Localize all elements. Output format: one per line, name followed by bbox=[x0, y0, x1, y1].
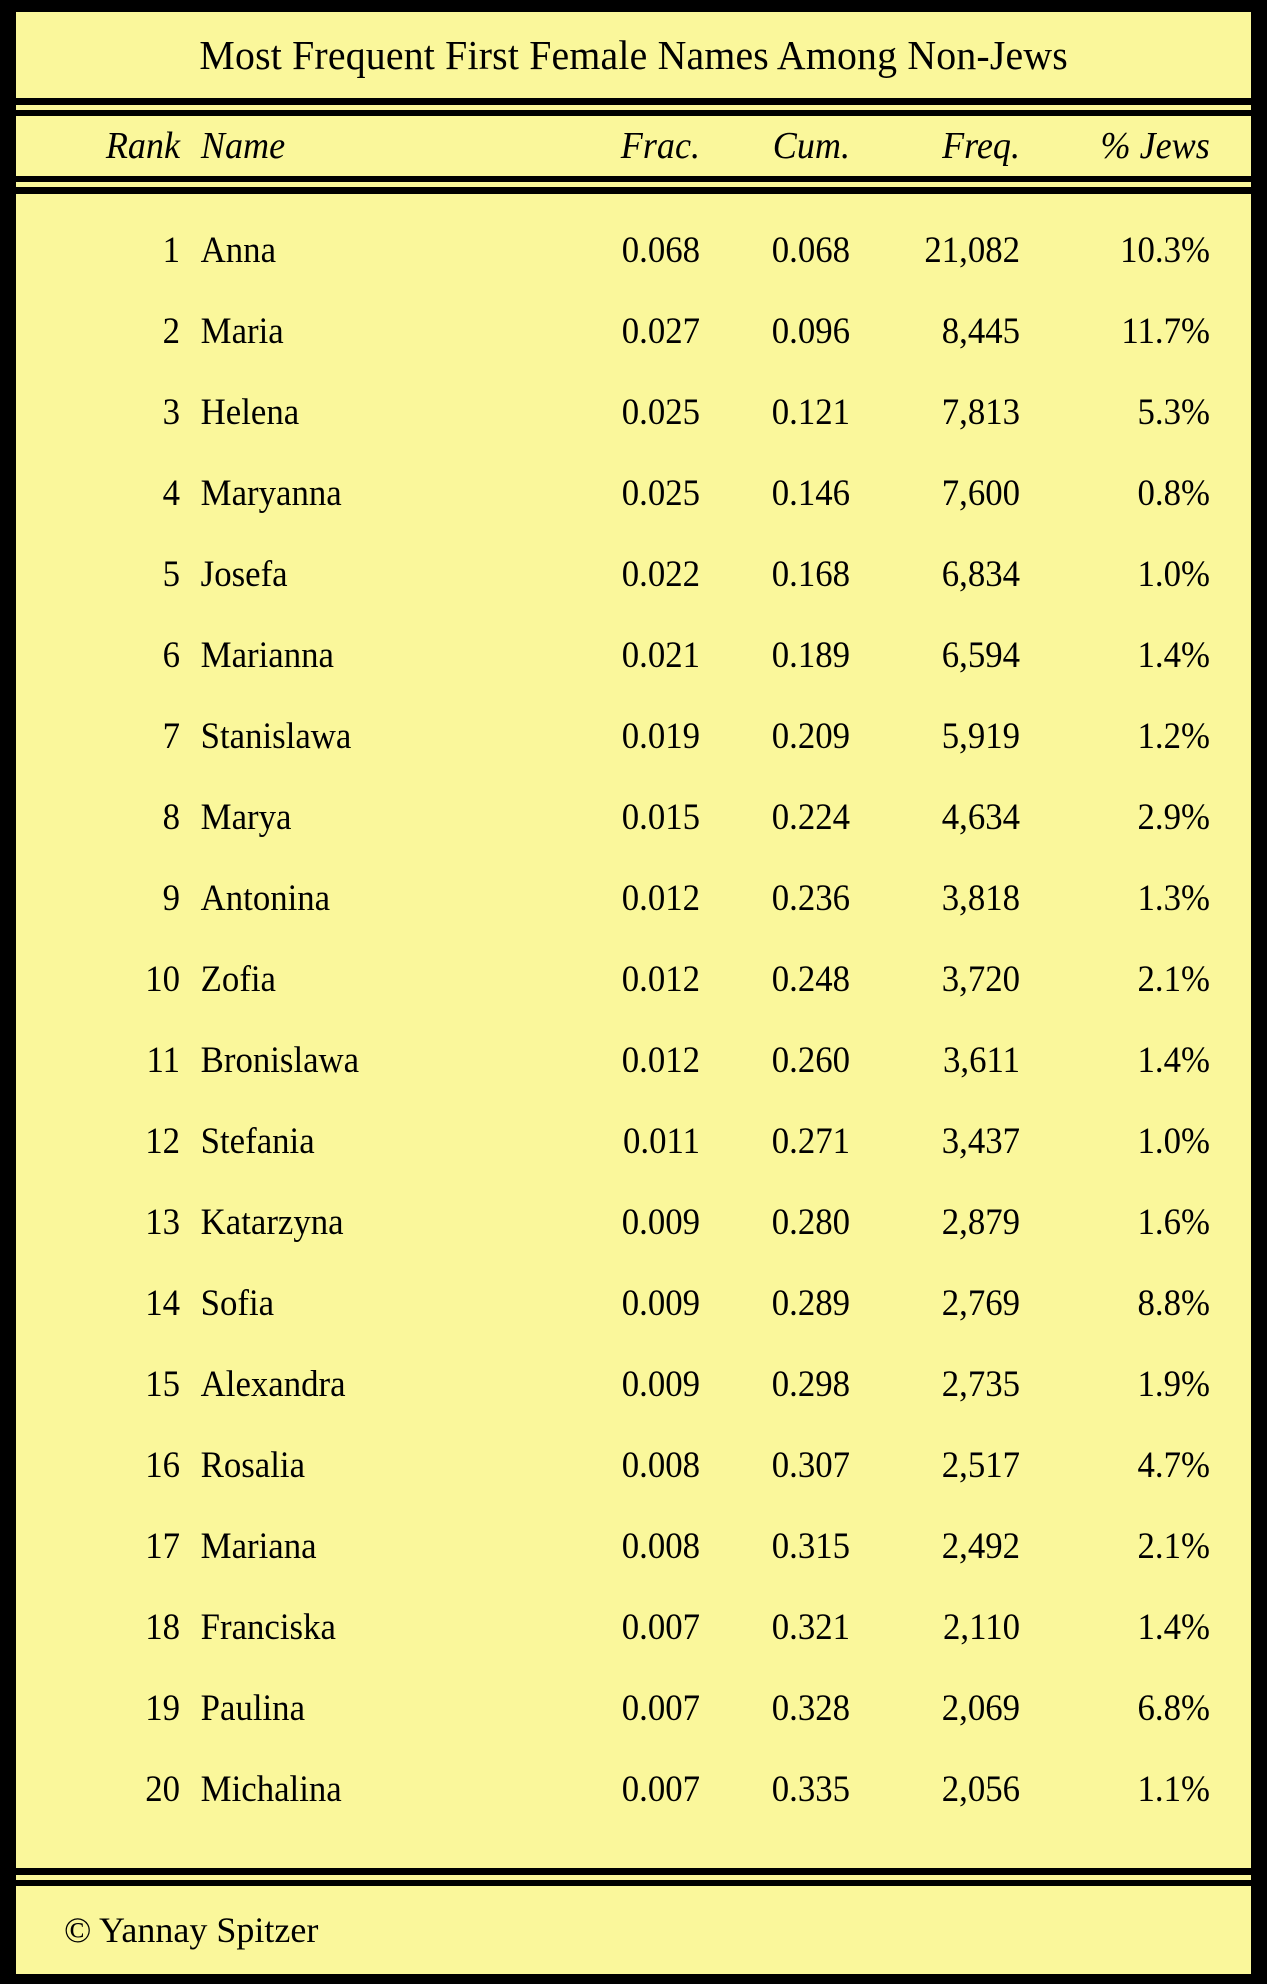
table-row[interactable] bbox=[16, 1101, 1251, 1182]
cell-name: Mariana bbox=[200, 1526, 317, 1567]
cell-pct-jews: 1.0% bbox=[1137, 554, 1210, 595]
table-row[interactable] bbox=[16, 1263, 1251, 1344]
cell-pct-jews: 1.4% bbox=[1137, 1040, 1210, 1081]
cell-frac: 0.025 bbox=[621, 473, 700, 514]
cell-cum: 0.328 bbox=[771, 1688, 850, 1729]
cell-cum: 0.321 bbox=[771, 1607, 850, 1648]
cell-rank: 2 bbox=[162, 311, 180, 352]
table-row[interactable] bbox=[16, 1749, 1251, 1830]
table-row[interactable] bbox=[16, 1425, 1251, 1506]
cell-cum: 0.121 bbox=[771, 392, 850, 433]
cell-pct-jews: 1.3% bbox=[1137, 878, 1210, 919]
cell-freq: 2,492 bbox=[941, 1526, 1020, 1567]
cell-rank: 13 bbox=[145, 1202, 180, 1243]
cell-freq: 2,769 bbox=[941, 1283, 1020, 1324]
column-header-cum[interactable]: Cum. bbox=[772, 125, 850, 167]
cell-pct-jews: 1.2% bbox=[1137, 716, 1210, 757]
cell-cum: 0.189 bbox=[771, 635, 850, 676]
table-row[interactable] bbox=[16, 210, 1251, 291]
cell-name: Paulina bbox=[200, 1688, 306, 1729]
cell-rank: 14 bbox=[145, 1283, 180, 1324]
cell-freq: 8,445 bbox=[941, 311, 1020, 352]
cell-frac: 0.012 bbox=[621, 1040, 700, 1081]
credit-line: © Yannay Spitzer bbox=[64, 1910, 319, 1950]
table-body bbox=[16, 194, 1251, 1868]
cell-rank: 20 bbox=[145, 1769, 180, 1810]
cell-rank: 11 bbox=[146, 1040, 180, 1081]
cell-cum: 0.248 bbox=[771, 959, 850, 1000]
cell-cum: 0.168 bbox=[771, 554, 850, 595]
table-row[interactable] bbox=[16, 1587, 1251, 1668]
cell-pct-jews: 1.1% bbox=[1137, 1769, 1210, 1810]
cell-name: Stefania bbox=[200, 1121, 315, 1162]
cell-rank: 9 bbox=[162, 878, 180, 919]
cell-pct-jews: 0.8% bbox=[1137, 473, 1210, 514]
cell-pct-jews: 2.1% bbox=[1137, 1526, 1210, 1567]
cell-pct-jews: 8.8% bbox=[1137, 1283, 1210, 1324]
cell-name: Marianna bbox=[200, 635, 334, 676]
cell-frac: 0.021 bbox=[621, 635, 700, 676]
cell-rank: 15 bbox=[145, 1364, 180, 1405]
cell-frac: 0.015 bbox=[621, 797, 700, 838]
cell-pct-jews: 1.0% bbox=[1137, 1121, 1210, 1162]
cell-cum: 0.068 bbox=[771, 230, 850, 271]
cell-rank: 10 bbox=[145, 959, 180, 1000]
cell-frac: 0.025 bbox=[621, 392, 700, 433]
table-row[interactable] bbox=[16, 615, 1251, 696]
cell-name: Alexandra bbox=[200, 1364, 346, 1405]
cell-name: Josefa bbox=[200, 554, 288, 595]
cell-name: Sofia bbox=[200, 1283, 275, 1324]
cell-rank: 1 bbox=[162, 230, 180, 271]
cell-frac: 0.027 bbox=[621, 311, 700, 352]
cell-pct-jews: 2.1% bbox=[1137, 959, 1210, 1000]
table-row[interactable] bbox=[16, 1020, 1251, 1101]
cell-name: Rosalia bbox=[200, 1445, 306, 1486]
cell-pct-jews: 6.8% bbox=[1137, 1688, 1210, 1729]
column-header-rank[interactable]: Rank bbox=[105, 125, 180, 167]
cell-name: Maria bbox=[200, 311, 284, 352]
cell-freq: 2,879 bbox=[941, 1202, 1020, 1243]
cell-rank: 7 bbox=[162, 716, 180, 757]
cell-frac: 0.007 bbox=[621, 1607, 700, 1648]
cell-rank: 3 bbox=[162, 392, 180, 433]
cell-frac: 0.008 bbox=[621, 1526, 700, 1567]
footer-rule-upper bbox=[16, 1868, 1251, 1875]
cell-freq: 2,110 bbox=[943, 1607, 1020, 1648]
cell-freq: 3,720 bbox=[941, 959, 1020, 1000]
cell-name: Helena bbox=[200, 392, 300, 433]
cell-freq: 2,056 bbox=[941, 1769, 1020, 1810]
cell-pct-jews: 11.7% bbox=[1121, 311, 1210, 352]
table-row[interactable] bbox=[16, 291, 1251, 372]
cell-frac: 0.007 bbox=[621, 1769, 700, 1810]
cell-rank: 12 bbox=[145, 1121, 180, 1162]
cell-frac: 0.007 bbox=[621, 1688, 700, 1729]
cell-freq: 7,600 bbox=[941, 473, 1020, 514]
cell-cum: 0.271 bbox=[771, 1121, 850, 1162]
title-rule-upper bbox=[16, 98, 1251, 105]
table-header bbox=[16, 116, 1251, 176]
cell-frac: 0.012 bbox=[621, 878, 700, 919]
cell-freq: 6,834 bbox=[941, 554, 1020, 595]
cell-frac: 0.008 bbox=[621, 1445, 700, 1486]
cell-freq: 2,069 bbox=[941, 1688, 1020, 1729]
cell-name: Stanislawa bbox=[200, 716, 352, 757]
table-row[interactable] bbox=[16, 1506, 1251, 1587]
cell-freq: 2,735 bbox=[941, 1364, 1020, 1405]
cell-cum: 0.289 bbox=[771, 1283, 850, 1324]
cell-freq: 4,634 bbox=[941, 797, 1020, 838]
cell-name: Michalina bbox=[200, 1769, 342, 1810]
table-row[interactable] bbox=[16, 858, 1251, 939]
table-row[interactable] bbox=[16, 453, 1251, 534]
cell-rank: 6 bbox=[162, 635, 180, 676]
cell-freq: 3,818 bbox=[941, 878, 1020, 919]
cell-cum: 0.298 bbox=[771, 1364, 850, 1405]
cell-name: Antonina bbox=[200, 878, 331, 919]
cell-name: Maryanna bbox=[200, 473, 342, 514]
cell-name: Anna bbox=[200, 230, 277, 271]
column-header-name[interactable]: Name bbox=[200, 125, 286, 167]
cell-cum: 0.236 bbox=[771, 878, 850, 919]
cell-rank: 19 bbox=[145, 1688, 180, 1729]
cell-cum: 0.209 bbox=[771, 716, 850, 757]
cell-freq: 6,594 bbox=[941, 635, 1020, 676]
cell-rank: 8 bbox=[162, 797, 180, 838]
cell-pct-jews: 1.9% bbox=[1137, 1364, 1210, 1405]
cell-freq: 3,437 bbox=[941, 1121, 1020, 1162]
cell-name: Franciska bbox=[200, 1607, 336, 1648]
cell-cum: 0.335 bbox=[771, 1769, 850, 1810]
footer-band bbox=[16, 1886, 1251, 1974]
cell-pct-jews: 2.9% bbox=[1137, 797, 1210, 838]
cell-frac: 0.009 bbox=[621, 1364, 700, 1405]
cell-pct-jews: 10.3% bbox=[1120, 230, 1210, 271]
cell-name: Marya bbox=[200, 797, 292, 838]
cell-rank: 17 bbox=[145, 1526, 180, 1567]
cell-cum: 0.307 bbox=[771, 1445, 850, 1486]
cell-freq: 7,813 bbox=[941, 392, 1020, 433]
cell-frac: 0.011 bbox=[623, 1121, 700, 1162]
cell-pct-jews: 5.3% bbox=[1137, 392, 1210, 433]
cell-name: Zofia bbox=[200, 959, 276, 1000]
column-header-frac[interactable]: Frac. bbox=[620, 125, 700, 167]
column-header-pct-jews[interactable]: % Jews bbox=[1100, 125, 1210, 167]
cell-frac: 0.022 bbox=[621, 554, 700, 595]
cell-name: Katarzyna bbox=[200, 1202, 344, 1243]
cell-rank: 5 bbox=[162, 554, 180, 595]
cell-pct-jews: 1.4% bbox=[1137, 635, 1210, 676]
page-title: Most Frequent First Female Names Among Non-Jews bbox=[199, 31, 1068, 78]
cell-frac: 0.068 bbox=[621, 230, 700, 271]
table-row[interactable] bbox=[16, 939, 1251, 1020]
table-row[interactable] bbox=[16, 696, 1251, 777]
cell-freq: 3,611 bbox=[943, 1040, 1020, 1081]
cell-name: Bronislawa bbox=[200, 1040, 360, 1081]
cell-freq: 2,517 bbox=[941, 1445, 1020, 1486]
cell-rank: 18 bbox=[145, 1607, 180, 1648]
cell-frac: 0.019 bbox=[621, 716, 700, 757]
cell-freq: 5,919 bbox=[941, 716, 1020, 757]
column-header-freq[interactable]: Freq. bbox=[942, 125, 1020, 167]
cell-frac: 0.012 bbox=[621, 959, 700, 1000]
cell-pct-jews: 4.7% bbox=[1137, 1445, 1210, 1486]
cell-pct-jews: 1.4% bbox=[1137, 1607, 1210, 1648]
table-row[interactable] bbox=[16, 372, 1251, 453]
cell-frac: 0.009 bbox=[621, 1283, 700, 1324]
table-row[interactable] bbox=[16, 1344, 1251, 1425]
cell-freq: 21,082 bbox=[924, 230, 1020, 271]
cell-cum: 0.315 bbox=[771, 1526, 850, 1567]
header-rule-lower bbox=[16, 187, 1251, 194]
cell-cum: 0.096 bbox=[771, 311, 850, 352]
cell-cum: 0.224 bbox=[771, 797, 850, 838]
table-row[interactable] bbox=[16, 777, 1251, 858]
cell-cum: 0.260 bbox=[771, 1040, 850, 1081]
table-row[interactable] bbox=[16, 1182, 1251, 1263]
title-band bbox=[16, 12, 1251, 98]
cell-cum: 0.146 bbox=[771, 473, 850, 514]
cell-cum: 0.280 bbox=[771, 1202, 850, 1243]
cell-rank: 4 bbox=[162, 473, 180, 514]
cell-frac: 0.009 bbox=[621, 1202, 700, 1243]
table-row[interactable] bbox=[16, 1668, 1251, 1749]
table-header-row bbox=[16, 116, 1251, 176]
cell-rank: 16 bbox=[145, 1445, 180, 1486]
table-row[interactable] bbox=[16, 534, 1251, 615]
cell-pct-jews: 1.6% bbox=[1137, 1202, 1210, 1243]
